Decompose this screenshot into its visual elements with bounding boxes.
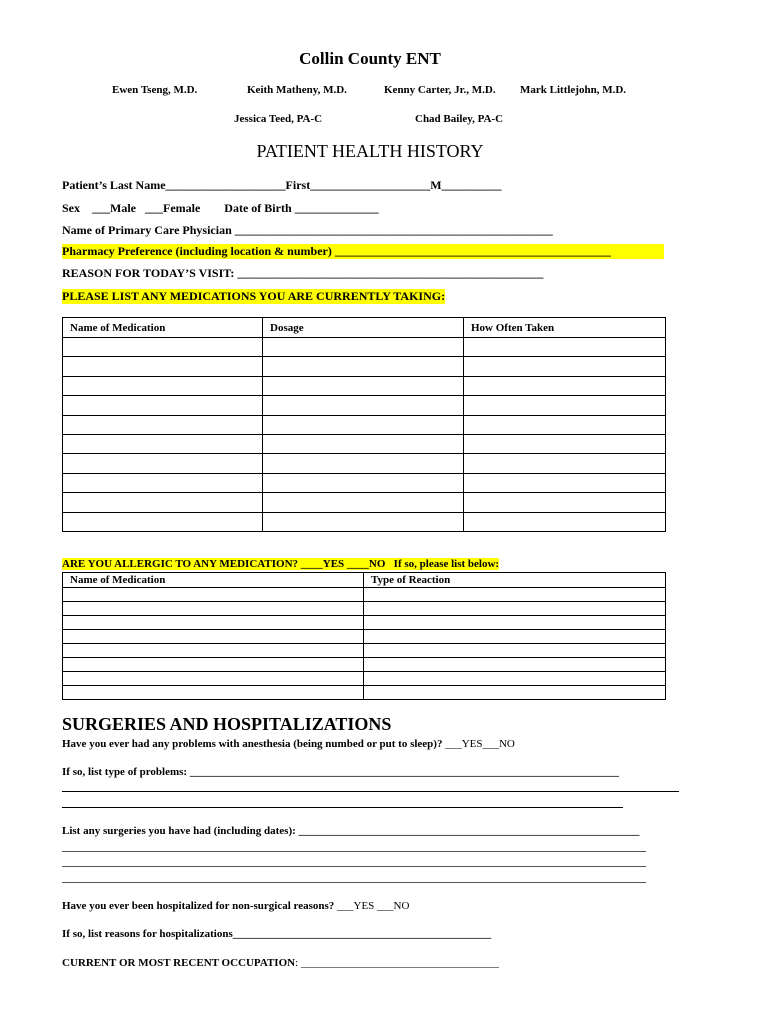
- column-header: Name of Medication: [63, 573, 364, 588]
- table-row: [63, 512, 666, 531]
- reason-field[interactable]: REASON FOR TODAY’S VISIT: ___________________________________________________: [62, 266, 544, 280]
- table-cell[interactable]: [464, 357, 666, 376]
- table-cell[interactable]: [263, 376, 464, 395]
- provider-name: Keith Matheny, M.D.: [247, 84, 347, 96]
- surgeries-heading: SURGERIES AND HOSPITALIZATIONS: [62, 714, 392, 734]
- table-cell[interactable]: [263, 473, 464, 492]
- table-row: [63, 602, 666, 616]
- table-row: [63, 588, 666, 602]
- table-cell[interactable]: [364, 672, 666, 686]
- table-row: [63, 396, 666, 415]
- table-row: [63, 686, 666, 700]
- medications-prompt: PLEASE LIST ANY MEDICATIONS YOU ARE CURRENTLY TAKING:: [62, 289, 446, 303]
- table-cell[interactable]: [464, 473, 666, 492]
- answer-line[interactable]: [62, 882, 646, 883]
- table-row: [63, 454, 666, 473]
- table-cell[interactable]: [63, 415, 263, 434]
- table-row: [63, 672, 666, 686]
- table-row: [63, 338, 666, 357]
- answer-line[interactable]: [62, 851, 646, 852]
- provider-name: Kenny Carter, Jr., M.D.: [384, 84, 496, 96]
- table-row: [63, 658, 666, 672]
- table-row: [63, 357, 666, 376]
- table-cell[interactable]: [364, 658, 666, 672]
- provider-name: Ewen Tseng, M.D.: [112, 84, 198, 96]
- patient-name-field[interactable]: Patient’s Last Name____________________First____________________M__________: [62, 178, 502, 192]
- table-cell[interactable]: [63, 602, 364, 616]
- table-cell[interactable]: [364, 602, 666, 616]
- sex-dob-field[interactable]: Sex ___Male ___Female Date of Birth ______________: [62, 201, 379, 215]
- table-cell[interactable]: [464, 396, 666, 415]
- column-header: How Often Taken: [464, 318, 666, 338]
- table-cell[interactable]: [63, 473, 263, 492]
- hospitalized-options[interactable]: ___YES ___NO: [337, 900, 410, 912]
- table-cell[interactable]: [63, 434, 263, 453]
- table-row: [63, 415, 666, 434]
- table-row: [63, 376, 666, 395]
- table-cell[interactable]: [464, 415, 666, 434]
- table-cell[interactable]: [263, 493, 464, 512]
- table-cell[interactable]: [464, 493, 666, 512]
- anesthesia-options[interactable]: ___YES___NO: [445, 738, 515, 750]
- table-cell[interactable]: [364, 616, 666, 630]
- table-row: [63, 616, 666, 630]
- table-cell[interactable]: [63, 454, 263, 473]
- table-row: [63, 630, 666, 644]
- table-cell[interactable]: [263, 338, 464, 357]
- table-cell[interactable]: [63, 658, 364, 672]
- pharmacy-field[interactable]: Pharmacy Preference (including location & number) ______________________________________________: [62, 244, 664, 259]
- table-cell[interactable]: [263, 434, 464, 453]
- table-cell[interactable]: [63, 686, 364, 700]
- table-cell[interactable]: [63, 493, 263, 512]
- table-cell[interactable]: [263, 415, 464, 434]
- occupation-label: CURRENT OR MOST RECENT OCCUPATION: [62, 957, 296, 969]
- anesthesia-question: [62, 738, 515, 750]
- column-header: Name of Medication: [63, 318, 263, 338]
- table-cell[interactable]: [63, 357, 263, 376]
- table-cell[interactable]: [263, 454, 464, 473]
- medications-table: [62, 317, 666, 532]
- table-cell[interactable]: [63, 672, 364, 686]
- table-cell[interactable]: [464, 454, 666, 473]
- problems-field[interactable]: If so, list type of problems: ______________________________________________________________________________: [62, 766, 619, 778]
- provider-name: Jessica Teed, PA-C: [234, 113, 323, 125]
- table-row: [63, 493, 666, 512]
- surgeries-field[interactable]: List any surgeries you have had (including dates): ______________________________________________________________: [62, 825, 640, 837]
- provider-name: Mark Littlejohn, M.D.: [520, 84, 627, 96]
- table-row: [63, 434, 666, 453]
- table-cell[interactable]: [63, 512, 263, 531]
- answer-line[interactable]: [62, 866, 646, 867]
- column-header: Dosage: [263, 318, 464, 338]
- table-cell[interactable]: [364, 686, 666, 700]
- table-cell[interactable]: [364, 644, 666, 658]
- table-cell[interactable]: [63, 396, 263, 415]
- table-cell[interactable]: [464, 434, 666, 453]
- pcp-field[interactable]: Name of Primary Care Physician _____________________________________________________: [62, 223, 553, 237]
- table-cell[interactable]: [63, 630, 364, 644]
- allergy-question: ARE YOU ALLERGIC TO ANY MEDICATION? ____YES ____NO If so, please list below:: [62, 558, 500, 570]
- answer-line[interactable]: [62, 807, 623, 808]
- occupation-answer-line[interactable]: : ____________________________________: [295, 957, 499, 969]
- answer-line[interactable]: [62, 791, 679, 792]
- form-title: PATIENT HEALTH HISTORY: [256, 141, 484, 161]
- table-cell[interactable]: [364, 630, 666, 644]
- table-cell[interactable]: [464, 512, 666, 531]
- occupation-field[interactable]: [62, 957, 499, 969]
- hospitalized-question-text: Have you ever been hospitalized for non-surgical reasons?: [62, 900, 335, 912]
- table-cell[interactable]: [464, 376, 666, 395]
- column-header: Type of Reaction: [364, 573, 666, 588]
- table-row: [63, 473, 666, 492]
- hospitalized-question: [62, 900, 409, 912]
- table-cell[interactable]: [464, 338, 666, 357]
- table-cell[interactable]: [364, 588, 666, 602]
- practice-name: Collin County ENT: [299, 49, 441, 68]
- table-row: [63, 644, 666, 658]
- table-cell[interactable]: [63, 588, 364, 602]
- table-cell[interactable]: [63, 338, 263, 357]
- table-cell[interactable]: [63, 376, 263, 395]
- table-cell[interactable]: [63, 616, 364, 630]
- hospitalization-reasons-field[interactable]: If so, list reasons for hospitalizations_______________________________________________: [62, 928, 492, 940]
- table-cell[interactable]: [263, 357, 464, 376]
- provider-name: Chad Bailey, PA-C: [415, 113, 504, 125]
- table-cell[interactable]: [263, 396, 464, 415]
- table-cell[interactable]: [63, 644, 364, 658]
- table-cell[interactable]: [263, 512, 464, 531]
- anesthesia-question-text: Have you ever had any problems with anesthesia (being numbed or put to sleep)?: [62, 738, 443, 750]
- allergies-table: [62, 572, 666, 700]
